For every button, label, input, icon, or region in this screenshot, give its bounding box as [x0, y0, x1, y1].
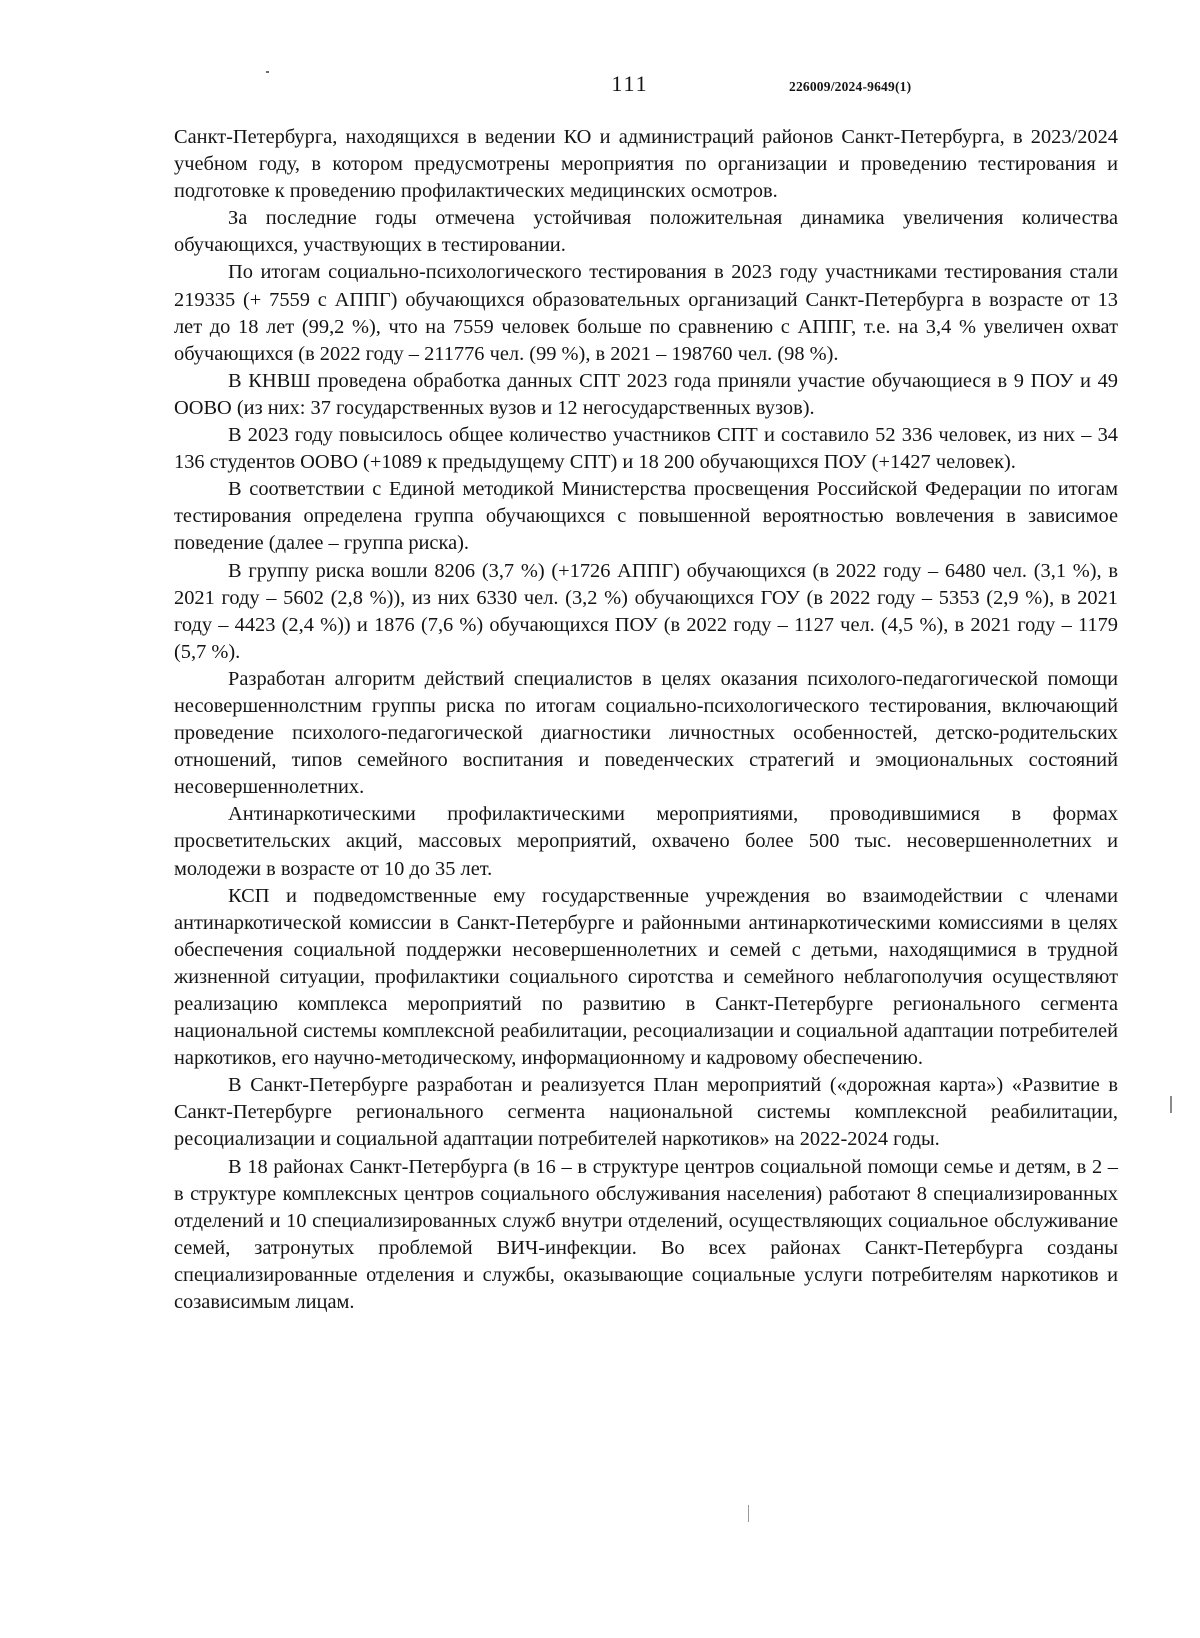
paragraph: Разработан алгоритм действий специалистов в целях оказания психолого-педагогической помощи несовершеннолстним группы риска по итогам социально-психологического тестирования, включающий проведение психолого-педагогической диагностики личностных особенностей, детско-родительских отношений, типов семейного воспитания и поведенческих стратегий и эмоциональных состояний несовершеннолетних.: [174, 667, 1118, 799]
scan-speck: [748, 1505, 749, 1522]
paragraph: За последние годы отмечена устойчивая положительная динамика увеличения количества обучающихся, участвующих в тестировании.: [174, 207, 1118, 257]
paragraph: В 18 районах Санкт-Петербурга (в 16 – в структуре центров социальной помощи семье и детям, в 2 – в структуре комплексных центров социального обслуживания населения) работают 8 специализированных отделений и 10 специализированных служб внутри отделений, осуществляющих социальное обслуживание семей, затронутых проблемой ВИЧ-инфекции. Во всех районах Санкт-Петербурга созданы специализированные отделения и службы, оказывающие социальные услуги потребителям наркотиков и созависимым лицам.: [174, 1155, 1118, 1314]
document-id: 226009/2024-9649(1): [789, 79, 912, 94]
paragraph: В КНВШ проведена обработка данных СПТ 2023 года приняли участие обучающиеся в 9 ПОУ и 49 ООВО (из них: 37 государственных вузов и 12 негосударственных вузов).: [174, 369, 1118, 419]
paragraph: Санкт-Петербурга, находящихся в ведении КО и администраций районов Санкт-Петербурга, в 2023/2024 учебном году, в котором предусмотрены мероприятия по организации и проведению тестирования и подготовке к проведению профилактических медицинских осмотров.: [174, 126, 1118, 203]
page-number: 111: [611, 71, 649, 96]
paragraph: КСП и подведомственные ему государственные учреждения во взаимодействии с членами антинаркотической комиссии в Санкт-Петербурге и районными антинаркотическими комиссиями в целях обеспечения социальной поддержки несовершеннолетних и семей с детьми, находящимися в трудной жизненной ситуации, профилактики социального сиротства и семейного неблагополучия осуществляют реализацию комплекса мероприятий по развитию в Санкт-Петербурге регионального сегмента национальной системы комплексной реабилитации, ресоциализации и социальной адаптации потребителей наркотиков, его научно-методическому, информационному и кадровому обеспечению.: [174, 884, 1118, 1070]
document-body: [174, 124, 1118, 1316]
paragraph: В Санкт-Петербурге разработан и реализуется План мероприятий («дорожная карта») «Развитие в Санкт-Петербурге регионального сегмента национальной системы комплексной реабилитации, ресоциализации и социальной адаптации потребителей наркотиков» на 2022-2024 годы.: [174, 1074, 1118, 1151]
paragraph: По итогам социально-психологического тестирования в 2023 году участниками тестирования стали 219335 (+ 7559 с АППГ) обучающихся образовательных организаций Санкт-Петербурга в возрасте от 13 лет до 18 лет (99,2 %), что на 7559 человек больше по сравнению с АППГ, т.е. на 3,4 % увеличен охват обучающихся (в 2022 году – 211776 чел. (99 %), в 2021 – 198760 чел. (98 %).: [174, 261, 1118, 365]
paragraph: В 2023 году повысилось общее количество участников СПТ и составило 52 336 человек, из них – 34 136 студентов ООВО (+1089 к предыдущему СПТ) и 18 200 обучающихся ПОУ (+1427 человек).: [174, 424, 1118, 474]
paragraph: В группу риска вошли 8206 (3,7 %) (+1726 АППГ) обучающихся (в 2022 году – 6480 чел. (3,1 %), в 2021 году – 5602 (2,8 %)), из них 6330 чел. (3,2 %) обучающихся ГОУ (в 2022 году – 5353 (2,9 %), в 2021 году – 4423 (2,4 %)) и 1876 (7,6 %) обучающихся ПОУ (в 2022 году – 1127 чел. (4,5 %), в 2021 году – 1179 (5,7 %).: [174, 559, 1118, 663]
paragraph: В соответствии с Единой методикой Министерства просвещения Российской Федерации по итогам тестирования определена группа обучающихся с повышенной вероятностью вовлечения в зависимое поведение (далее – группа риска).: [174, 478, 1118, 555]
scan-speck: [1170, 1096, 1172, 1113]
scan-speck: [266, 71, 269, 73]
paragraph: Антинаркотическими профилактическими мероприятиями, проводившимися в формах просветительских акций, массовых мероприятий, охвачено более 500 тыс. несовершеннолетних и молодежи в возрасте от 10 до 35 лет.: [174, 803, 1118, 880]
